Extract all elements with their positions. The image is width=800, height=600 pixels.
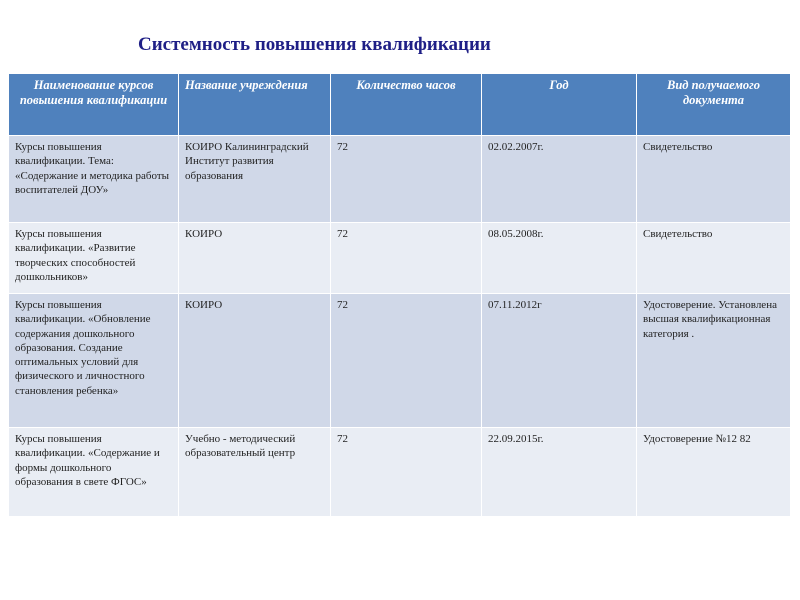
cell-course-name: Курсы повышения квалификации. Тема: «Содержание и методика работы воспитателей ДОУ» — [9, 136, 179, 223]
table-row — [9, 428, 791, 517]
table-row — [9, 136, 791, 223]
cell-course-name: Курсы повышения квалификации. «Содержание и формы дошкольного образования в свете ФГОС» — [9, 428, 179, 517]
cell-year: 07.11.2012г — [482, 294, 637, 428]
page-title: Системность повышения квалификации — [138, 34, 491, 55]
header-year: Год — [482, 74, 637, 136]
table-row — [9, 223, 791, 294]
header-institution: Название учреждения — [179, 74, 331, 136]
cell-institution: Учебно - методический образовательный центр — [179, 428, 331, 517]
cell-year: 22.09.2015г. — [482, 428, 637, 517]
table-row — [9, 294, 791, 428]
cell-institution: КОИРО — [179, 294, 331, 428]
cell-hours: 72 — [331, 223, 482, 294]
cell-course-name: Курсы повышения квалификации. «Развитие творческих способностей дошкольников» — [9, 223, 179, 294]
cell-course-name: Курсы повышения квалификации. «Обновление содержания дошкольного образования. Создание оптимальных условий для физического и личностного становления ребенка» — [9, 294, 179, 428]
header-hours: Количество часов — [331, 74, 482, 136]
cell-hours: 72 — [331, 294, 482, 428]
cell-document-type: Свидетельство — [637, 223, 791, 294]
cell-year: 08.05.2008г. — [482, 223, 637, 294]
header-course-name: Наименование курсов повышения квалификации — [9, 74, 179, 136]
cell-document-type: Удостоверение №12 82 — [637, 428, 791, 517]
table-header-row — [9, 74, 791, 136]
cell-document-type: Удостоверение. Установлена высшая квалификационная категория . — [637, 294, 791, 428]
cell-institution: КОИРО Калининградский Институт развития образования — [179, 136, 331, 223]
cell-institution: КОИРО — [179, 223, 331, 294]
cell-hours: 72 — [331, 136, 482, 223]
cell-document-type: Свидетельство — [637, 136, 791, 223]
cell-hours: 72 — [331, 428, 482, 517]
header-document-type: Вид получаемого документа — [637, 74, 791, 136]
qualification-table — [8, 73, 791, 517]
cell-year: 02.02.2007г. — [482, 136, 637, 223]
